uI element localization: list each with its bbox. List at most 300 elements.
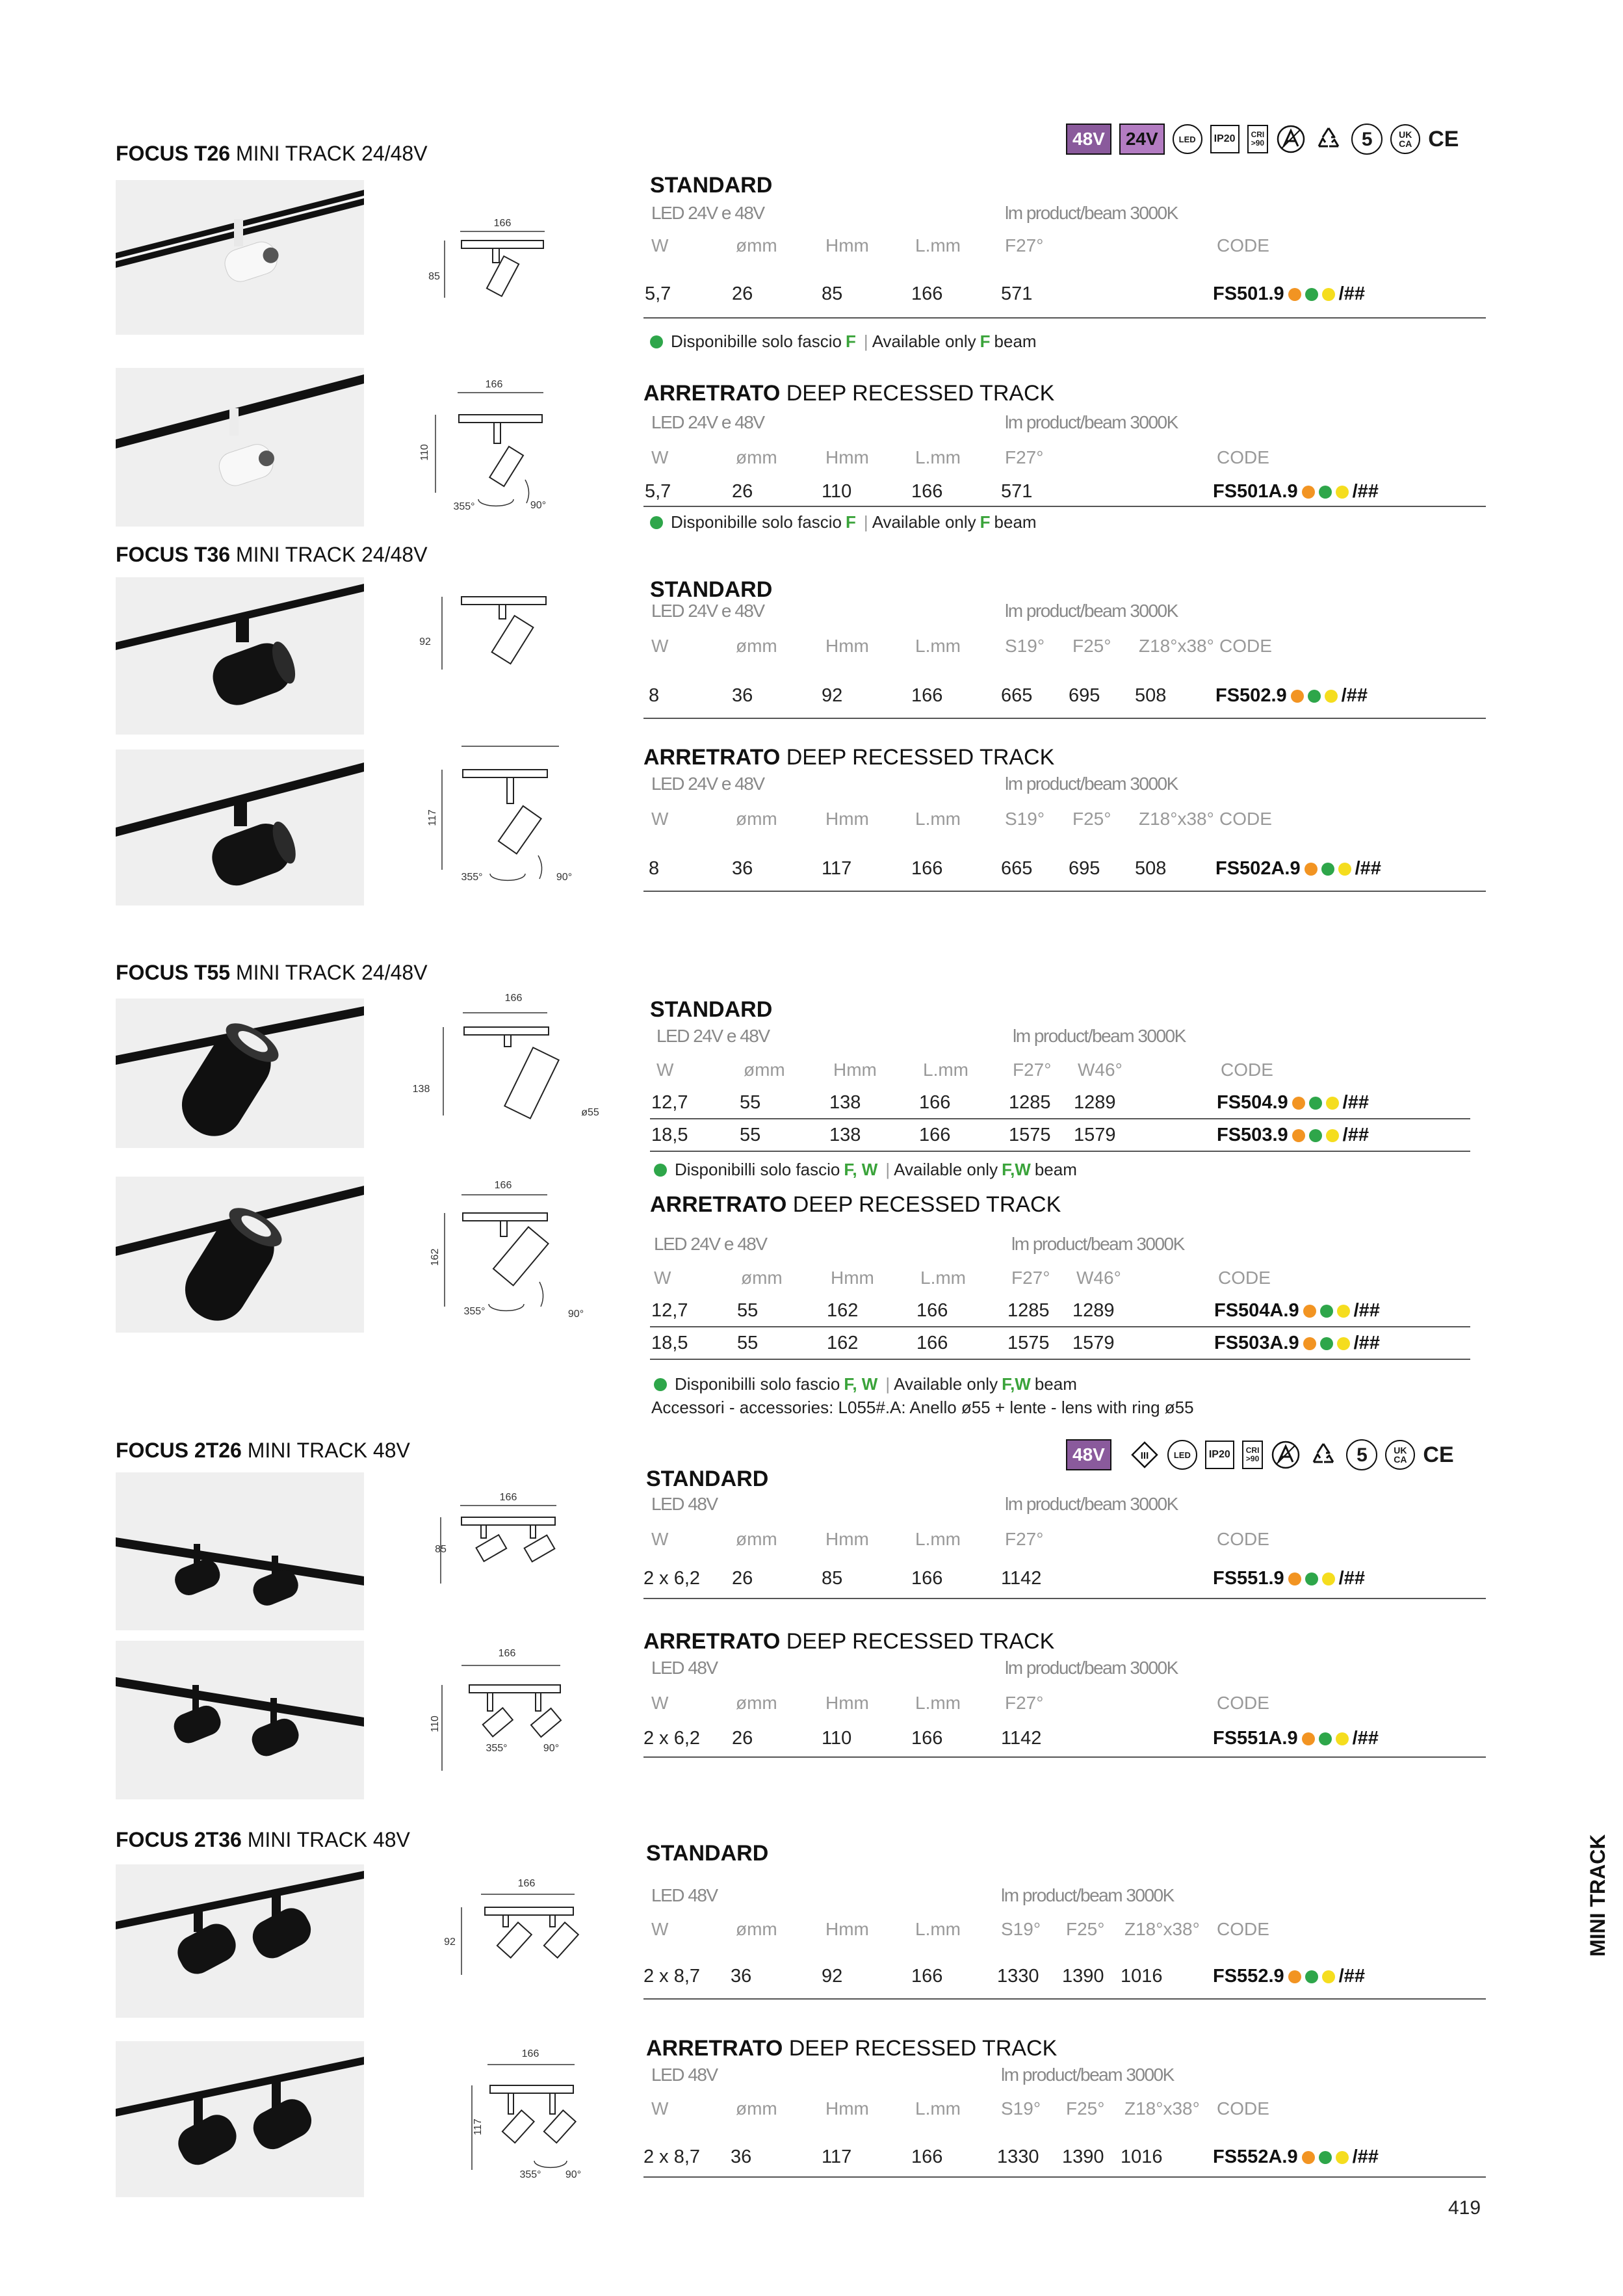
color-dot-yellow [1337, 1305, 1350, 1318]
rotation-angle-label: 355° [463, 1306, 486, 1317]
product-photo-t55-black-recessed [116, 1177, 364, 1333]
color-dot-green [1320, 1337, 1333, 1350]
spec-block-t36-standard [643, 571, 1486, 727]
led-class-icon: LED [1173, 124, 1202, 154]
table-cell: 2 x 6,2 [643, 1728, 701, 1749]
dim-width-label: 166 [493, 218, 512, 229]
cri-icon: CRI >90 [1247, 125, 1269, 153]
table-cell: 162 [827, 1333, 859, 1353]
dim-width-label: 166 [499, 1492, 517, 1503]
ce-mark-icon: CE [1428, 126, 1459, 151]
spec-block-t26-recessed [643, 380, 1486, 542]
table-cell: 1579 [1074, 1125, 1116, 1145]
ip20-icon: IP20 [1210, 125, 1240, 153]
lumen-label: lm product/beam 3000K [1013, 1026, 1186, 1046]
table-cell: 5,7 [645, 283, 671, 304]
col-header: Hmm [825, 1919, 869, 1939]
dim-height-label: 110 [430, 1715, 441, 1732]
product-photo-2t36-black [116, 1864, 364, 2018]
row-divider [650, 1359, 1470, 1360]
col-header: W [651, 235, 669, 255]
col-header: F27° [1005, 447, 1044, 467]
lumen-label: lm product/beam 3000K [1005, 203, 1178, 223]
product-title-focus-t36: FOCUS T36 MINI TRACK 24/48V [116, 543, 428, 566]
col-header: CODE [1217, 1693, 1269, 1713]
color-dot-orange [1292, 1097, 1305, 1110]
row-divider [643, 891, 1486, 892]
section-title: STANDARD [646, 1841, 769, 1866]
col-header: S19° [1001, 2098, 1041, 2119]
table-cell: 85 [822, 1568, 843, 1589]
row-divider [643, 1998, 1486, 2000]
col-header: Z18°x38° [1124, 1919, 1200, 1939]
table-cell: 665 [1001, 858, 1033, 879]
rotation-angle-label: 355° [453, 501, 475, 512]
color-dot-orange [1302, 486, 1315, 499]
col-header: L.mm [915, 636, 961, 656]
technical-drawing-t55-recessed [422, 1177, 584, 1333]
col-header: W [654, 1268, 671, 1288]
product-photo-t26-white [116, 180, 364, 335]
dim-height-label: 110 [419, 444, 430, 461]
product-photo-2t26-black-recessed [116, 1641, 364, 1799]
led-class-icon: LED [1167, 1440, 1197, 1470]
col-header: L.mm [915, 2098, 961, 2119]
product-code: FS502A.9 /## [1215, 858, 1381, 879]
table-cell: 1579 [1072, 1333, 1115, 1353]
table-cell: 5,7 [645, 481, 671, 502]
recycle-icon [1314, 124, 1344, 154]
col-header: Hmm [825, 809, 869, 829]
product-photo-2t26-black [116, 1472, 364, 1630]
table-cell: 110 [822, 1728, 852, 1749]
col-header: L.mm [915, 809, 961, 829]
table-cell: 166 [911, 1966, 943, 1987]
lumen-label: lm product/beam 3000K [1011, 1234, 1184, 1254]
col-header: L.mm [923, 1060, 968, 1080]
col-header: CODE [1219, 636, 1272, 656]
color-dot-yellow [1338, 863, 1351, 876]
col-header: Hmm [831, 1268, 874, 1288]
table-cell: 1285 [1009, 1092, 1051, 1113]
col-header: Z18°x38° [1139, 809, 1214, 829]
color-dot-orange [1305, 863, 1318, 876]
color-dot-orange [1288, 1572, 1301, 1585]
color-dot-yellow [1326, 1097, 1339, 1110]
col-header: F27° [1013, 1060, 1052, 1080]
section-title: ARRETRATO DEEP RECESSED TRACK [646, 2036, 1058, 2061]
certification-icons-24-48v [1066, 124, 1459, 155]
row-divider [643, 1756, 1486, 1758]
row-divider [650, 1326, 1470, 1327]
color-dot-green [1319, 486, 1332, 499]
product-code: FS501.9 /## [1213, 283, 1365, 304]
table-cell: 1289 [1072, 1300, 1115, 1321]
col-header: F25° [1066, 1919, 1105, 1939]
row-divider [650, 1118, 1470, 1119]
table-cell: 1575 [1009, 1125, 1051, 1145]
availability-note: Disponibille solo fascio F | Available only F beam [650, 512, 1037, 532]
table-cell: 1016 [1121, 1966, 1163, 1987]
table-cell: 55 [740, 1125, 761, 1145]
table-cell: 166 [919, 1125, 951, 1145]
col-header: L.mm [915, 447, 961, 467]
table-cell: 55 [737, 1333, 759, 1353]
lumen-label: lm product/beam 3000K [1005, 412, 1178, 432]
accessory-note: Accessori - accessories: L055#.A: Anello ø55 + lente - lens with ring ø55 [651, 1398, 1194, 1417]
col-header: Hmm [825, 235, 869, 255]
color-dot-orange [1288, 288, 1301, 301]
product-photo-t55-black [116, 998, 364, 1148]
technical-drawing-t26-recessed [416, 379, 572, 538]
color-dot-yellow [1326, 1129, 1339, 1142]
col-header: W [651, 636, 669, 656]
product-code: FS551.9 /## [1213, 1568, 1365, 1589]
col-header: Hmm [833, 1060, 877, 1080]
dim-height-label: 138 [412, 1084, 430, 1095]
color-dot-green [1308, 690, 1321, 703]
technical-drawing-2t26 [422, 1493, 578, 1649]
dim-height-label: 85 [435, 1544, 447, 1555]
col-header: Hmm [825, 447, 869, 467]
product-code: FS504A.9 /## [1214, 1300, 1380, 1321]
color-dot-green [1309, 1129, 1322, 1142]
col-header: L.mm [920, 1268, 966, 1288]
col-header: L.mm [915, 1919, 961, 1939]
product-code: FS502.9 /## [1215, 685, 1368, 706]
product-photo-2t36-black-recessed [116, 2041, 364, 2197]
row-divider [643, 317, 1486, 319]
color-dot-yellow [1336, 486, 1349, 499]
col-header: W [651, 1529, 669, 1549]
table-cell: 18,5 [651, 1333, 688, 1353]
dim-height-label: 117 [473, 2119, 484, 2135]
warranty-5-icon: 5 [1346, 1439, 1377, 1470]
product-photo-t36-black [116, 577, 364, 735]
col-header: CODE [1218, 1268, 1271, 1288]
table-cell: 2 x 8,7 [643, 1966, 701, 1987]
col-header: CODE [1219, 809, 1272, 829]
spec-block-2t36-standard [643, 1840, 1486, 2009]
section-title: ARRETRATO DEEP RECESSED TRACK [643, 745, 1055, 770]
dim-height-label: 117 [427, 809, 438, 826]
voltage-badge-48v: 48V [1066, 124, 1111, 155]
product-code: FS503.9 /## [1217, 1125, 1369, 1145]
col-header: Hmm [825, 1693, 869, 1713]
product-title-focus-2t26: FOCUS 2T26 MINI TRACK 48V [116, 1439, 410, 1462]
table-cell: 12,7 [651, 1092, 688, 1113]
led-voltage-label: LED 24V e 48V [651, 412, 764, 432]
color-dot-green [1321, 863, 1334, 876]
table-cell: 55 [737, 1300, 759, 1321]
rotation-angle-label: 355° [486, 1743, 508, 1754]
lumen-label: lm product/beam 3000K [1005, 1494, 1178, 1514]
col-header: F27° [1005, 1529, 1044, 1549]
lumen-label: lm product/beam 3000K [1001, 1885, 1174, 1905]
tilt-angle-label: 90° [565, 2169, 582, 2180]
table-cell: 117 [822, 858, 852, 879]
table-cell: 1142 [1001, 1568, 1042, 1589]
color-dot-orange [1288, 1970, 1301, 1983]
color-dot-yellow [1325, 690, 1338, 703]
technical-drawing-2t26-recessed [422, 1647, 578, 1803]
product-code: FS503A.9 /## [1214, 1333, 1380, 1353]
product-title-focus-t55: FOCUS T55 MINI TRACK 24/48V [116, 961, 428, 984]
row-divider [643, 506, 1486, 507]
col-header: Hmm [825, 2098, 869, 2119]
dim-height-label: 162 [430, 1248, 441, 1266]
table-cell: 571 [1001, 481, 1033, 502]
col-header: ømm [736, 636, 777, 656]
product-title-focus-t26: FOCUS T26 MINI TRACK 24/48V [116, 142, 428, 165]
table-cell: 166 [911, 858, 943, 879]
table-cell: 1285 [1007, 1300, 1050, 1321]
table-cell: 36 [731, 1966, 752, 1987]
product-code: FS551A.9 /## [1213, 1728, 1379, 1749]
technical-drawing-t36 [413, 572, 569, 728]
section-title: STANDARD [650, 577, 773, 602]
table-cell: 8 [649, 685, 660, 706]
technical-drawing-t55 [403, 988, 599, 1144]
table-cell: 138 [829, 1125, 861, 1145]
section-side-tab: MINI TRACK [1586, 1834, 1609, 1957]
section-title: ARRETRATO DEEP RECESSED TRACK [643, 381, 1055, 406]
led-voltage-label: LED 24V e 48V [654, 1234, 767, 1254]
table-cell: 36 [731, 2146, 752, 2167]
col-header: ømm [736, 2098, 777, 2119]
product-code: FS501A.9 /## [1213, 481, 1379, 502]
table-cell: 26 [732, 481, 753, 502]
section-title: STANDARD [650, 997, 773, 1022]
table-cell: 36 [732, 685, 753, 706]
table-cell: 26 [732, 1728, 753, 1749]
ra-symbol-icon [1276, 124, 1306, 154]
col-header: Z18°x38° [1139, 636, 1214, 656]
col-header: Hmm [825, 636, 869, 656]
row-divider [643, 1598, 1486, 1599]
col-header: CODE [1217, 2098, 1269, 2119]
col-header: F25° [1072, 636, 1111, 656]
technical-drawing-t36-recessed [422, 746, 578, 902]
table-cell: 508 [1135, 685, 1167, 706]
voltage-badge-48v: 48V [1066, 1439, 1111, 1470]
table-cell: 12,7 [651, 1300, 688, 1321]
table-cell: 1575 [1007, 1333, 1050, 1353]
table-cell: 665 [1001, 685, 1033, 706]
dim-width-label: 166 [485, 379, 503, 390]
col-header: W [651, 1919, 669, 1939]
dim-width-label: 166 [494, 1180, 512, 1191]
dim-width-label: 166 [521, 2048, 539, 2059]
spec-block-2t26-standard [643, 1464, 1486, 1607]
col-header: CODE [1217, 1919, 1269, 1939]
lumen-label: lm product/beam 3000K [1005, 1658, 1178, 1678]
tilt-angle-label: 90° [556, 872, 573, 883]
voltage-badge-24v: 24V [1119, 124, 1165, 155]
led-voltage-label: LED 48V [651, 1658, 718, 1678]
col-header: CODE [1217, 447, 1269, 467]
table-cell: 166 [911, 1568, 943, 1589]
table-cell: 695 [1069, 685, 1100, 706]
tilt-angle-label: 90° [543, 1743, 560, 1754]
col-header: L.mm [915, 1529, 961, 1549]
product-photo-t26-white-recessed [116, 368, 364, 527]
spec-block-t36-recessed [643, 744, 1486, 900]
col-header: L.mm [915, 1693, 961, 1713]
ce-mark-icon: CE [1423, 1442, 1454, 1467]
led-voltage-label: LED 48V [651, 1494, 718, 1514]
table-cell: 85 [822, 283, 843, 304]
col-header: W46° [1078, 1060, 1123, 1080]
spec-block-2t36-recessed [643, 2035, 1486, 2184]
dim-height-label: 85 [428, 271, 440, 282]
color-dot-orange [1292, 1129, 1305, 1142]
product-code: FS552A.9 /## [1213, 2146, 1379, 2167]
table-cell: 138 [829, 1092, 861, 1113]
product-title-focus-2t36: FOCUS 2T36 MINI TRACK 48V [116, 1828, 410, 1851]
color-dot-orange [1302, 1732, 1315, 1745]
led-voltage-label: LED 24V e 48V [651, 601, 764, 621]
table-cell: 1016 [1121, 2146, 1163, 2167]
color-dot-green [1305, 1970, 1318, 1983]
spec-block-2t26-recessed [643, 1628, 1486, 1771]
dim-height-label: 92 [444, 1937, 456, 1948]
dim-diameter-label: ø55 [581, 1107, 599, 1118]
col-header: W [656, 1060, 674, 1080]
table-cell: 2 x 8,7 [643, 2146, 701, 2167]
col-header: ømm [736, 1529, 777, 1549]
col-header: CODE [1217, 1529, 1269, 1549]
dim-height-label: 92 [419, 636, 431, 647]
color-dot-green [1305, 1572, 1318, 1585]
table-cell: 166 [911, 283, 943, 304]
col-header: ømm [741, 1268, 783, 1288]
col-header: W46° [1076, 1268, 1121, 1288]
color-dot-green [1319, 1732, 1332, 1745]
product-photo-t36-black-recessed [116, 750, 364, 906]
table-cell: 162 [827, 1300, 859, 1321]
col-header: F27° [1011, 1268, 1050, 1288]
col-header: W [651, 2098, 669, 2119]
dim-width-label: 166 [498, 1648, 516, 1659]
rotation-angle-label: 355° [519, 2169, 541, 2180]
row-divider [643, 718, 1486, 719]
product-code: FS552.9 /## [1213, 1966, 1365, 1987]
col-header: F25° [1066, 2098, 1105, 2119]
table-cell: 166 [911, 685, 943, 706]
table-cell: 26 [732, 283, 753, 304]
row-divider [643, 2176, 1486, 2178]
table-cell: 1142 [1001, 1728, 1042, 1749]
lumen-label: lm product/beam 3000K [1005, 601, 1178, 621]
availability-note: Disponibille solo fascio F | Available only F beam [650, 332, 1037, 352]
ukca-mark-icon: UK CA [1390, 124, 1420, 154]
color-dot-orange [1291, 690, 1304, 703]
led-voltage-label: LED 48V [651, 1885, 718, 1905]
technical-drawing-2t36-recessed [422, 2033, 582, 2189]
led-voltage-label: LED 24V e 48V [656, 1026, 770, 1046]
color-dot-green [1309, 1097, 1322, 1110]
spec-block-t55-standard [643, 995, 1486, 1190]
svg-text:III: III [1140, 1450, 1149, 1461]
col-header: L.mm [915, 235, 961, 255]
col-header: ømm [744, 1060, 785, 1080]
color-dot-yellow [1322, 1970, 1335, 1983]
rotation-angle-label: 355° [461, 872, 483, 883]
color-dot-green [1320, 1305, 1333, 1318]
section-title: ARRETRATO DEEP RECESSED TRACK [643, 1629, 1055, 1654]
col-header: CODE [1217, 235, 1269, 255]
color-dot-green [1305, 288, 1318, 301]
table-cell: 1289 [1074, 1092, 1116, 1113]
col-header: W [651, 809, 669, 829]
led-voltage-label: LED 48V [651, 2065, 718, 2085]
color-dot-yellow [1337, 1337, 1350, 1350]
table-cell: 166 [911, 2146, 943, 2167]
col-header: F27° [1005, 1693, 1044, 1713]
col-header: W [651, 1693, 669, 1713]
col-header: ømm [736, 1919, 777, 1939]
table-cell: 166 [919, 1092, 951, 1113]
color-dot-yellow [1336, 2151, 1349, 2164]
col-header: ømm [736, 447, 777, 467]
cri-icon: CRI >90 [1242, 1441, 1264, 1469]
product-code: FS504.9 /## [1217, 1092, 1369, 1113]
table-cell: 166 [916, 1300, 948, 1321]
lumen-label: lm product/beam 3000K [1001, 2065, 1174, 2085]
color-dot-orange [1303, 1305, 1316, 1318]
col-header: ømm [736, 809, 777, 829]
table-cell: 1390 [1062, 1966, 1104, 1987]
ukca-mark-icon: UK CA [1385, 1440, 1415, 1470]
table-cell: 166 [916, 1333, 948, 1353]
led-voltage-label: LED 24V e 48V [651, 203, 764, 223]
spec-block-t55-recessed [643, 1191, 1486, 1425]
col-header: S19° [1005, 636, 1045, 656]
table-cell: 571 [1001, 283, 1033, 304]
col-header: ømm [736, 235, 777, 255]
table-cell: 36 [732, 858, 753, 879]
color-dot-yellow [1322, 1572, 1335, 1585]
availability-note: Disponibilli solo fascio F, W | Available only F,W beam [654, 1160, 1077, 1180]
table-cell: 695 [1069, 858, 1100, 879]
section-title: STANDARD [650, 173, 773, 198]
tilt-angle-label: 90° [567, 1309, 584, 1320]
dim-width-label: 166 [504, 993, 523, 1004]
col-header: S19° [1001, 1919, 1041, 1939]
warranty-5-icon: 5 [1351, 124, 1383, 155]
col-header: S19° [1005, 809, 1045, 829]
section-title: ARRETRATO DEEP RECESSED TRACK [650, 1192, 1061, 1217]
col-header: F27° [1005, 235, 1044, 255]
col-header: ømm [736, 1693, 777, 1713]
row-divider [650, 1151, 1470, 1152]
col-header: CODE [1221, 1060, 1273, 1080]
color-dot-orange [1303, 1337, 1316, 1350]
col-header: Hmm [825, 1529, 869, 1549]
color-dot-orange [1302, 2151, 1315, 2164]
color-dot-green [1319, 2151, 1332, 2164]
page-number: 419 [1448, 2197, 1481, 2219]
table-cell: 2 x 6,2 [643, 1568, 701, 1589]
lumen-label: lm product/beam 3000K [1005, 774, 1178, 794]
col-header: F25° [1072, 809, 1111, 829]
ip20-icon: IP20 [1205, 1441, 1234, 1469]
table-cell: 117 [822, 2146, 852, 2167]
section-title: STANDARD [646, 1467, 769, 1491]
table-cell: 166 [911, 481, 943, 502]
availability-note: Disponibilli solo fascio F, W | Available only F,W beam [654, 1374, 1077, 1394]
